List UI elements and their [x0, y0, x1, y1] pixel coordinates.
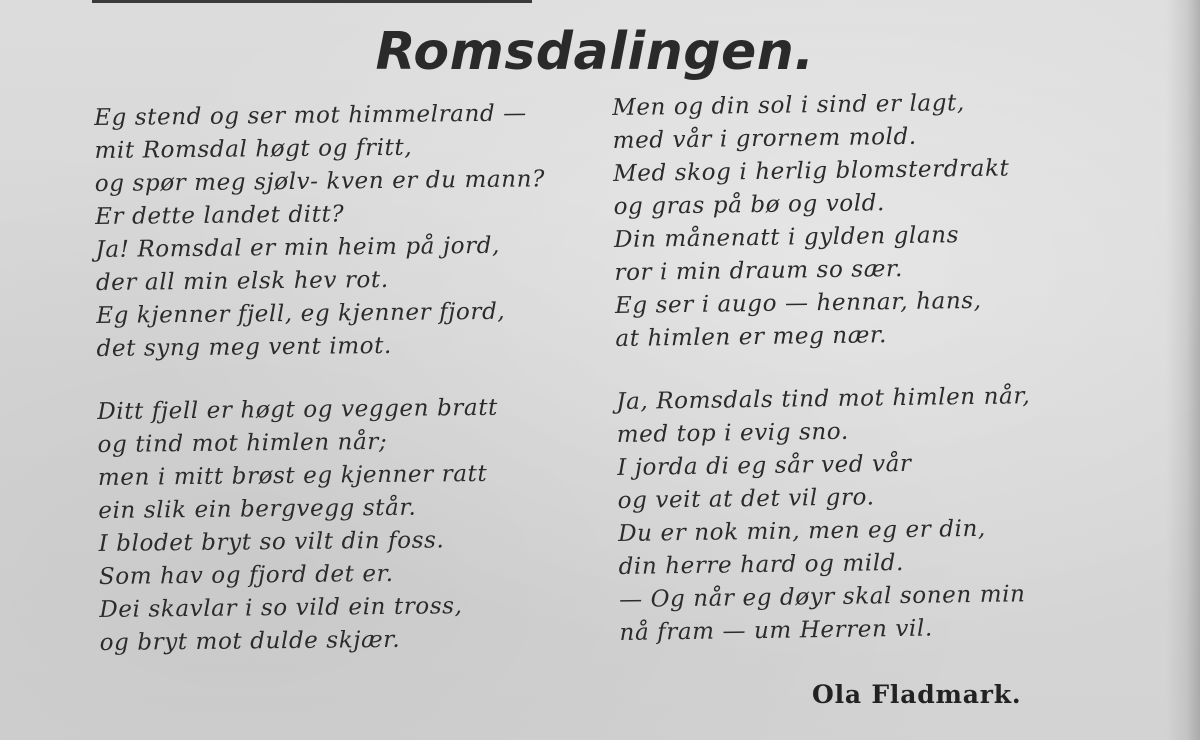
stanza-3-line-1: Men og din sol i sind er lagt,: [612, 90, 965, 121]
stanza-2-line-6: Som hav og fjord det er.: [98, 560, 394, 590]
stanza-2-line-5: I blodet bryt so vilt din foss.: [98, 527, 445, 557]
stanza-2-line-8: og bryt mot dulde skjær.: [99, 626, 401, 656]
stanza-4-line-2: med top i evig sno.: [616, 418, 849, 448]
stanza-1: [94, 97, 547, 366]
stanza-4-line-1: Ja, Romsdals tind mot himlen når,: [616, 383, 1031, 415]
stanza-4-line-7: — Og når eg døyr skal sonen min: [618, 581, 1026, 613]
stanza-1-line-6: der all min elsk hev rot.: [95, 266, 389, 296]
stanza-2: [97, 391, 550, 660]
stanza-3-line-6: ror i min draum so sær.: [614, 255, 904, 286]
poem-title: Romsdalingen.: [375, 22, 815, 82]
stanza-4-line-8: nå fram — um Herren vil.: [619, 615, 933, 646]
stanza-4: [616, 380, 1034, 650]
stanza-3-line-5: Din månenatt i gylden glans: [613, 222, 960, 253]
stanza-1-line-2: mit Romsdal høgt og fritt,: [94, 134, 413, 164]
stanza-2-line-3: men i mitt brøst eg kjenner ratt: [97, 460, 488, 491]
stanza-3-line-3: Med skog i herlig blomsterdrakt: [612, 155, 1010, 187]
stanza-4-line-3: I jorda di eg sår ved vår: [617, 450, 912, 481]
author-signature: Ola Fladmark.: [812, 680, 1022, 709]
stanza-3-line-4: og gras på bø og vold.: [613, 190, 886, 220]
stanza-3-line-8: at himlen er meg nær.: [615, 322, 888, 352]
stanza-3-line-7: Eg ser i augo — hennar, hans,: [614, 287, 982, 319]
stanza-2-line-4: ein slik ein bergvegg står.: [98, 494, 417, 524]
stanza-1-line-4: Er dette landet ditt?: [95, 201, 345, 230]
stanza-3-line-2: med vår i grornem mold.: [612, 123, 917, 154]
stanza-1-line-5: Ja! Romsdal er min heim på jord,: [95, 232, 501, 263]
page-edge-shadow: [1166, 0, 1200, 740]
stanza-4-line-5: Du er nok min, men eg er din,: [617, 515, 987, 547]
poem-column-right: [612, 86, 1034, 680]
top-rule-divider: [92, 0, 532, 3]
stanza-1-line-3: og spør meg sjølv- kven er du mann?: [94, 166, 546, 197]
stanza-3: [612, 86, 1030, 356]
stanza-4-line-4: og veit at det vil gro.: [617, 484, 875, 514]
stanza-2-line-7: Dei skavlar i so vild ein tross,: [99, 593, 463, 623]
stanza-2-line-1: Ditt fjell er høgt og veggen bratt: [97, 394, 499, 425]
poem-column-left: [94, 97, 550, 690]
stanza-1-line-1: Eg stend og ser mot himmelrand —: [94, 100, 527, 131]
stanza-2-line-2: og tind mot himlen når;: [97, 428, 388, 458]
stanza-1-line-7: Eg kjenner fjell, eg kjenner fjord,: [96, 298, 506, 329]
stanza-1-line-8: det syng meg vent imot.: [96, 332, 393, 362]
stanza-4-line-6: din herre hard og mild.: [618, 549, 905, 580]
